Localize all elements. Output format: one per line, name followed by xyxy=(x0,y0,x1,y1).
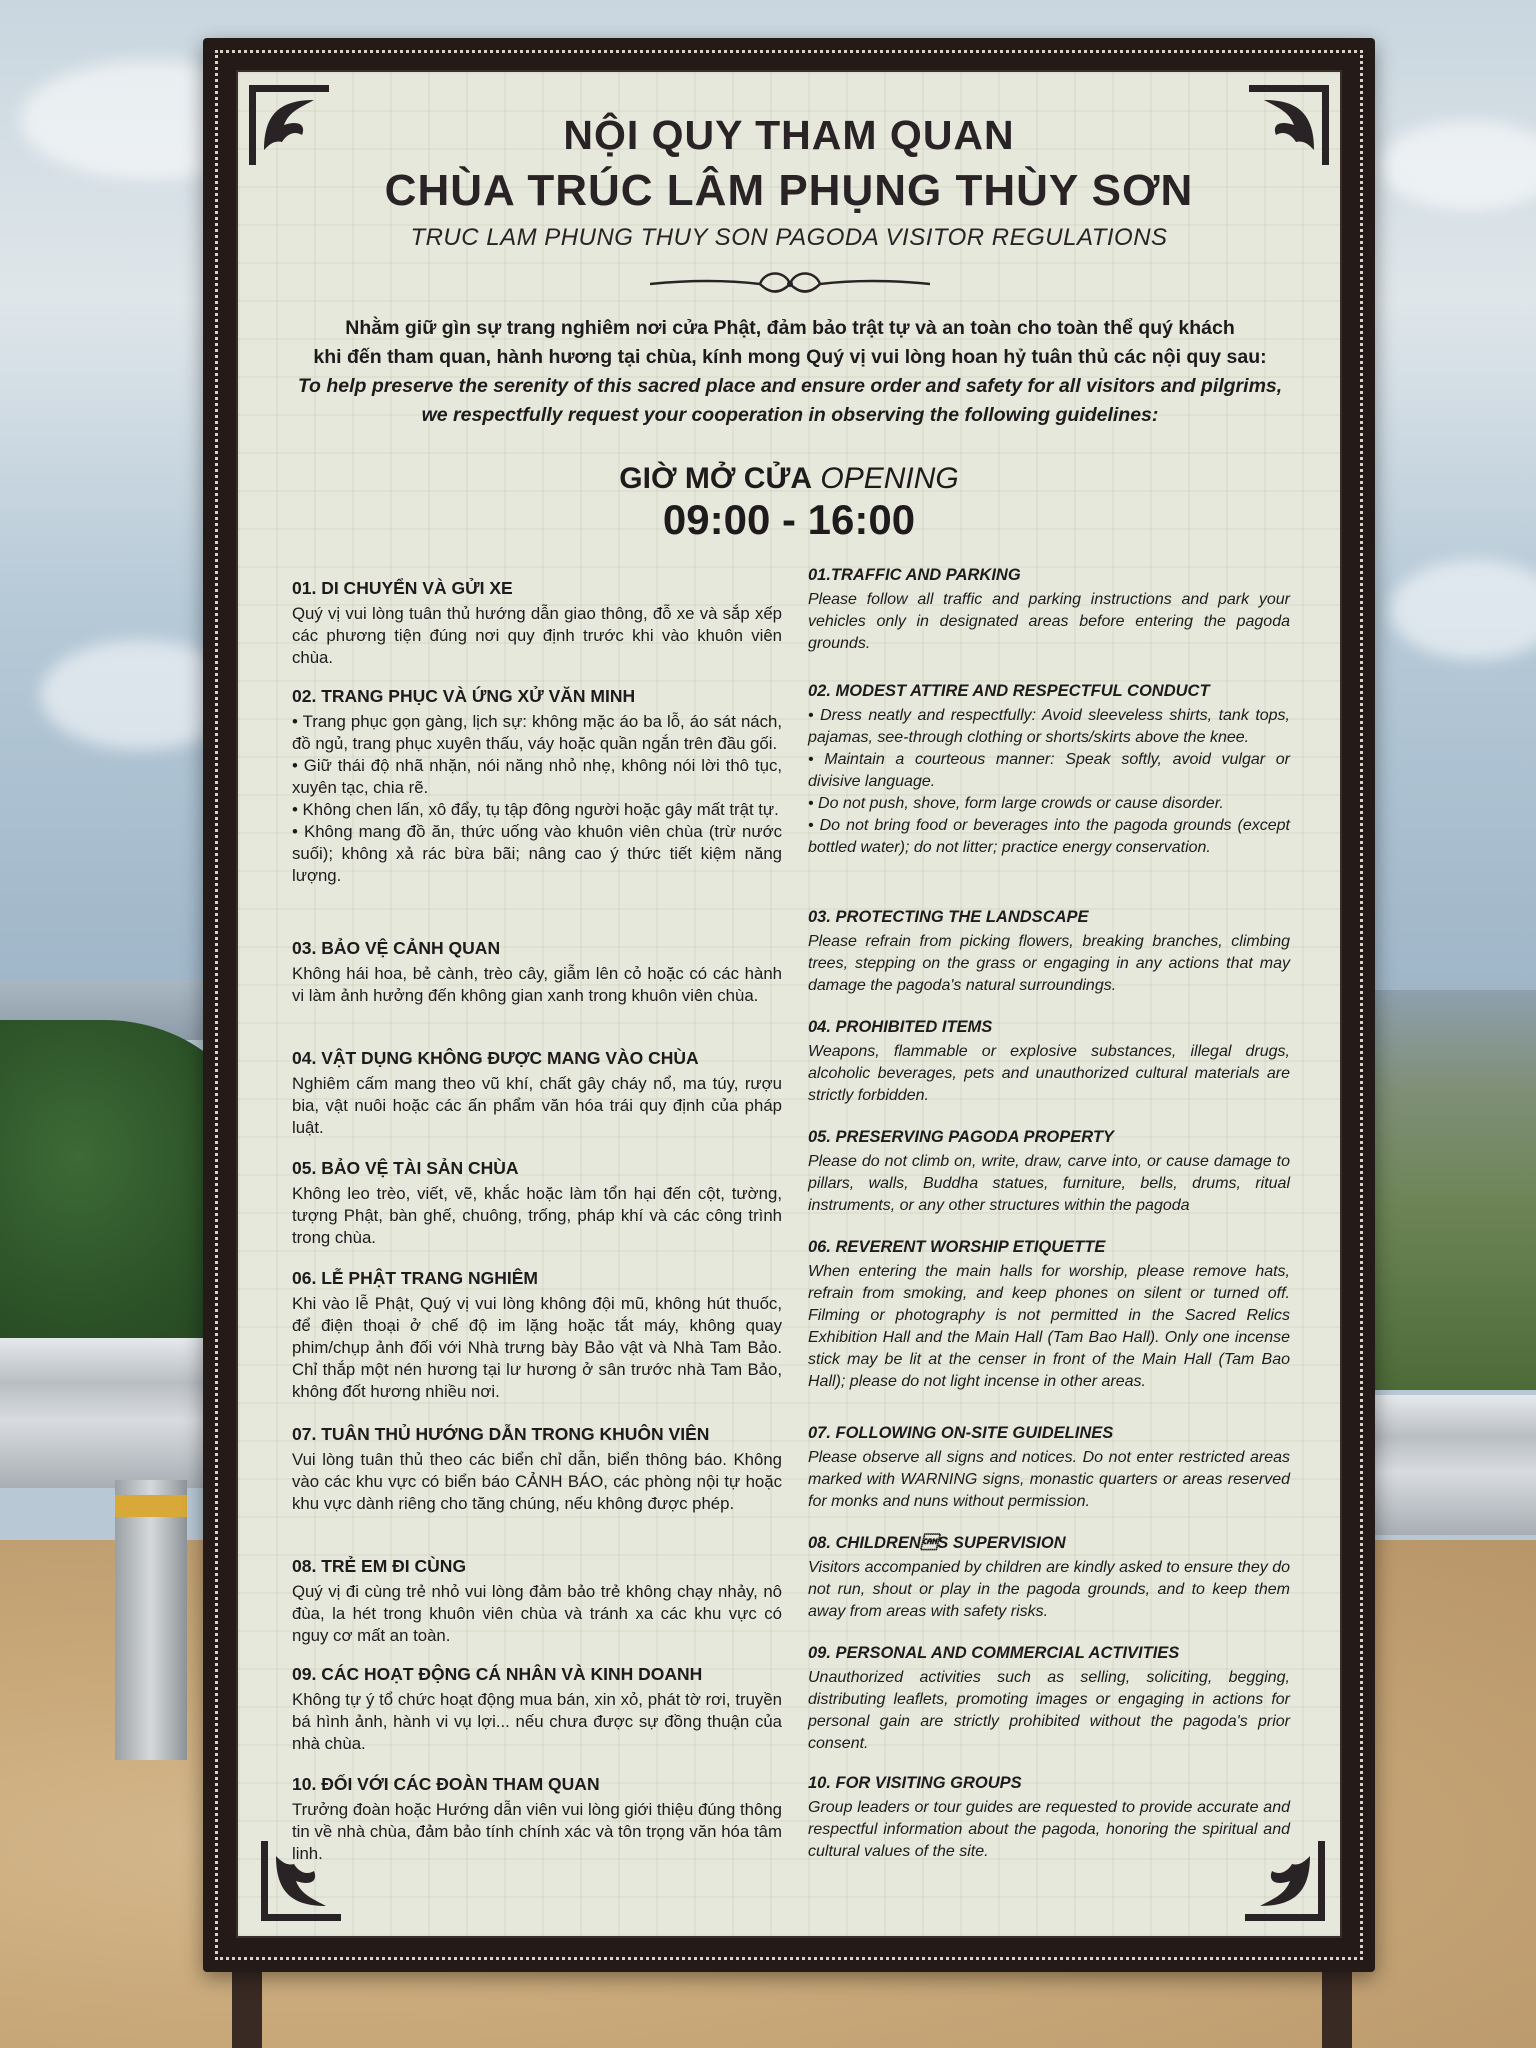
vn-rule-1 xyxy=(292,578,782,669)
intro-en-line: To help preserve the serenity of this sacred place and ensure order and safety for all visitors and pilgrims, xyxy=(297,375,1283,397)
guardrail-post xyxy=(115,1480,187,1760)
intro-vn-line: khi đến tham quan, hành hương tại chùa, kính mong Quý vị vui lòng hoan hỷ tuân thủ các nội quy sau: xyxy=(313,346,1267,368)
en-rule-body: Please observe all signs and notices. Do not enter restricted areas marked with WARNING signs, monastic quarters or areas reserved for monks and nuns without permission. xyxy=(808,1449,1290,1510)
en-rule-1 xyxy=(808,566,1290,655)
en-rule-body: When entering the main halls for worship, please remove hats, refrain from smoking, and keep phones on silent or turned off. Filming or photography is not permitted in the Sacred Relics Exhibition Hall and the Main Hall (Tam Bao Hall). Only one incense stick may be lit at the censer in front of the Main Hall (Tam Bao Hall); please do not light incense in other areas. xyxy=(808,1263,1290,1390)
en-rule-body: • Do not push, shove, form large crowds or cause disorder. xyxy=(808,795,1224,812)
en-rule-body: Group leaders or tour guides are requested to provide accurate and respectful information about the pagoda, honoring the spiritual and cultural values of the site. xyxy=(808,1799,1290,1860)
vn-rule-2 xyxy=(292,686,782,887)
en-rule-title: 03. PROTECTING THE LANDSCAPE xyxy=(808,908,1089,926)
en-rule-title: 04. PROHIBITED ITEMS xyxy=(808,1018,993,1036)
vn-rule-body: Vui lòng tuân thủ theo các biển chỉ dẫn, biển thông báo. Không vào các khu vực có biển báo CẢNH BÁO, các phòng nội tự hoặc khu vực dành riêng cho tăng chúng, nếu không được phép. xyxy=(292,1450,782,1513)
intro-vn xyxy=(270,314,1310,372)
vn-rule-title: 04. VẬT DỤNG KHÔNG ĐƯỢC MANG VÀO CHÙA xyxy=(292,1048,699,1068)
vn-rule-body: Quý vị vui lòng tuân thủ hướng dẫn giao thông, đỗ xe và sắp xếp các phương tiện đúng nơi quy định trước khi vào khuôn viên chùa. xyxy=(292,604,782,667)
en-rule-title: 10. FOR VISITING GROUPS xyxy=(808,1774,1022,1792)
opening-hours-label xyxy=(236,462,1342,496)
vn-rule-body: Không tự ý tổ chức hoạt động mua bán, xin xỏ, phát tờ rơi, truyền bá hình ảnh, hành vi vụ lợi... nếu chưa được sự đồng thuận của nhà chùa. xyxy=(292,1690,782,1753)
en-rule-title: 09. PERSONAL AND COMMERCIAL ACTIVITIES xyxy=(808,1644,1180,1662)
vn-rule-body: • Không mang đồ ăn, thức uống vào khuôn viên chùa (trừ nước suối); không xả rác bừa bãi; nâng cao ý thức tiết kiệm năng lượng. xyxy=(292,822,782,885)
flourish-divider-icon xyxy=(650,264,930,302)
vn-rule-3 xyxy=(292,938,782,1007)
opening-label-en: OPENING xyxy=(820,462,959,495)
vn-rule-title: 01. DI CHUYỂN VÀ GỬI XE xyxy=(292,578,513,598)
vn-rule-body: Trưởng đoàn hoặc Hướng dẫn viên vui lòng giới thiệu đúng thông tin về nhà chùa, đảm bảo tính chính xác và tôn trọng văn hóa tâm linh. xyxy=(292,1800,782,1863)
vn-rule-body: Không leo trèo, viết, vẽ, khắc hoặc làm tổn hại đến cột, tường, tượng Phật, bàn ghế, chuông, trống, pháp khí và các công trình trong chùa. xyxy=(292,1184,782,1247)
en-rule-7 xyxy=(808,1424,1290,1513)
guardrail-right xyxy=(1360,1395,1536,1535)
en-rule-8 xyxy=(808,1534,1290,1623)
vn-rule-title: 03. BẢO VỆ CẢNH QUAN xyxy=(292,938,501,958)
sign-title-vn: NỘI QUY THAM QUAN xyxy=(563,112,1015,158)
en-rule-title: 08. CHILDRENS SUPERVISION xyxy=(808,1534,1066,1552)
opening-hours: 09:00 - 16:00 xyxy=(662,496,916,543)
en-rule-body: • Dress neatly and respectfully: Avoid sleeveless shirts, tank tops, pajamas, see-through clothing or shorts/skirts above the knee. xyxy=(808,707,1290,746)
vn-rule-body: • Không chen lấn, xô đẩy, tụ tập đông người hoặc gây mất trật tự. xyxy=(292,800,779,819)
vn-rule-10 xyxy=(292,1774,782,1865)
vn-rule-body: Khi vào lễ Phật, Quý vị vui lòng không đội mũ, không hút thuốc, để điện thoại ở chế độ im lặng hoặc tắt máy, không quay phim/chụp ảnh đối với Nhà trưng bày Bảo vật và Nhà Tam Bảo. Chỉ thắp một nén hương tại lư hương ở sân trước nhà Tam Bảo, không đốt hương nhiều nơi. xyxy=(292,1294,782,1401)
en-rule-6 xyxy=(808,1238,1290,1393)
en-rule-body: Please refrain from picking flowers, breaking branches, climbing trees, stepping on the grass or engaging in any actions that may damage the pagoda's natural surroundings. xyxy=(808,933,1290,994)
sign-leg xyxy=(1322,1960,1352,2048)
vn-rule-6 xyxy=(292,1268,782,1403)
vn-rule-title: 09. CÁC HOẠT ĐỘNG CÁ NHÂN VÀ KINH DOANH xyxy=(292,1664,703,1684)
intro-vn-line: Nhằm giữ gìn sự trang nghiêm nơi cửa Phật, đảm bảo trật tự và an toàn cho toàn thể quý khách xyxy=(345,317,1235,339)
en-rule-title: 02. MODEST ATTIRE AND RESPECTFUL CONDUCT xyxy=(808,682,1210,700)
en-rule-10 xyxy=(808,1774,1290,1863)
en-rule-5 xyxy=(808,1128,1290,1217)
en-rule-title: 05. PRESERVING PAGODA PROPERTY xyxy=(808,1128,1114,1146)
vn-rule-7 xyxy=(292,1424,782,1515)
en-rule-9 xyxy=(808,1644,1290,1755)
vn-rule-title: 06. LỄ PHẬT TRANG NGHIÊM xyxy=(292,1268,538,1288)
en-rule-3 xyxy=(808,908,1290,997)
vn-rule-9 xyxy=(292,1664,782,1755)
vn-rule-title: 10. ĐỐI VỚI CÁC ĐOÀN THAM QUAN xyxy=(292,1774,600,1794)
en-rule-body: Unauthorized activities such as selling, soliciting, begging, distributing leaflets, promoting images or engaging in actions for personal gain are strictly prohibited without the pagoda's prior consent. xyxy=(808,1669,1290,1752)
en-rule-2 xyxy=(808,682,1290,859)
vn-rule-body: Không hái hoa, bẻ cành, trèo cây, giẫm lên cỏ hoặc có các hành vi làm ảnh hưởng đến không gian xanh trong khuôn viên chùa. xyxy=(292,964,782,1005)
guardrail-post-band xyxy=(115,1495,187,1517)
vn-rule-title: 08. TRẺ EM ĐI CÙNG xyxy=(292,1556,467,1576)
intro-en xyxy=(270,372,1310,430)
intro-en-line: we respectfully request your cooperation in observing the following guidelines: xyxy=(421,404,1159,426)
vn-rule-5 xyxy=(292,1158,782,1249)
sign-title-pagoda: CHÙA TRÚC LÂM PHỤNG THÙY SƠN xyxy=(384,166,1194,215)
sign-subtitle-en: TRUC LAM PHUNG THUY SON PAGODA VISITOR REGULATIONS xyxy=(410,224,1168,251)
vn-rule-body: Nghiêm cấm mang theo vũ khí, chất gây cháy nổ, ma túy, rượu bia, vật nuôi hoặc các ấn phẩm văn hóa trái quy định của pháp luật. xyxy=(292,1074,782,1137)
en-rule-body: Weapons, flammable or explosive substances, illegal drugs, alcoholic beverages, pets and unauthorized cultural materials are strictly forbidden. xyxy=(808,1043,1290,1104)
en-rule-body: Please follow all traffic and parking instructions and park your vehicles only in designated areas before entering the pagoda grounds. xyxy=(808,591,1290,652)
sign-leg xyxy=(232,1960,262,2048)
en-rule-4 xyxy=(808,1018,1290,1107)
vn-rule-title: 07. TUÂN THỦ HƯỚNG DẪN TRONG KHUÔN VIÊN xyxy=(292,1424,710,1444)
vn-rule-body: • Trang phục gọn gàng, lịch sự: không mặc áo ba lỗ, áo sát nách, đồ ngủ, trang phục xuyên thấu, váy hoặc quần ngắn trên đầu gối. xyxy=(292,712,782,753)
en-rule-title: 01.TRAFFIC AND PARKING xyxy=(808,566,1021,584)
en-rule-body: Please do not climb on, write, draw, carve into, or cause damage to pillars, walls, Buddha statues, furniture, bells, drums, ritual instruments, or any other structures within the pagoda xyxy=(808,1153,1290,1214)
vn-rule-8 xyxy=(292,1556,782,1647)
vn-rule-body: • Giữ thái độ nhã nhặn, nói năng nhỏ nhẹ, không nói lời thô tục, xuyên tạc, chia rẽ. xyxy=(292,756,782,797)
en-rule-body: • Do not bring food or beverages into the pagoda grounds (except bottled water); do not litter; practice energy conservation. xyxy=(808,817,1290,856)
vn-rule-4 xyxy=(292,1048,782,1139)
opening-label-vn: GIỜ MỞ CỬA xyxy=(619,462,813,495)
en-rule-title: 07. FOLLOWING ON-SITE GUIDELINES xyxy=(808,1424,1114,1442)
guardrail-left xyxy=(0,1338,230,1488)
vn-rule-title: 02. TRANG PHỤC VÀ ỨNG XỬ VĂN MINH xyxy=(292,686,636,706)
en-rule-body: • Maintain a courteous manner: Speak softly, avoid vulgar or divisive language. xyxy=(808,751,1290,790)
en-rule-body: Visitors accompanied by children are kindly asked to ensure they do not run, shout or play in the pagoda grounds, and to keep them away from areas with safety risks. xyxy=(808,1559,1290,1620)
vn-rule-body: Quý vị đi cùng trẻ nhỏ vui lòng đảm bảo trẻ không chạy nhảy, nô đùa, la hét trong khuôn viên chùa và tránh xa các khu vực có nguy cơ mất an toàn. xyxy=(292,1582,782,1645)
en-rule-title: 06. REVERENT WORSHIP ETIQUETTE xyxy=(808,1238,1106,1256)
vn-rule-title: 05. BẢO VỆ TÀI SẢN CHÙA xyxy=(292,1158,519,1178)
